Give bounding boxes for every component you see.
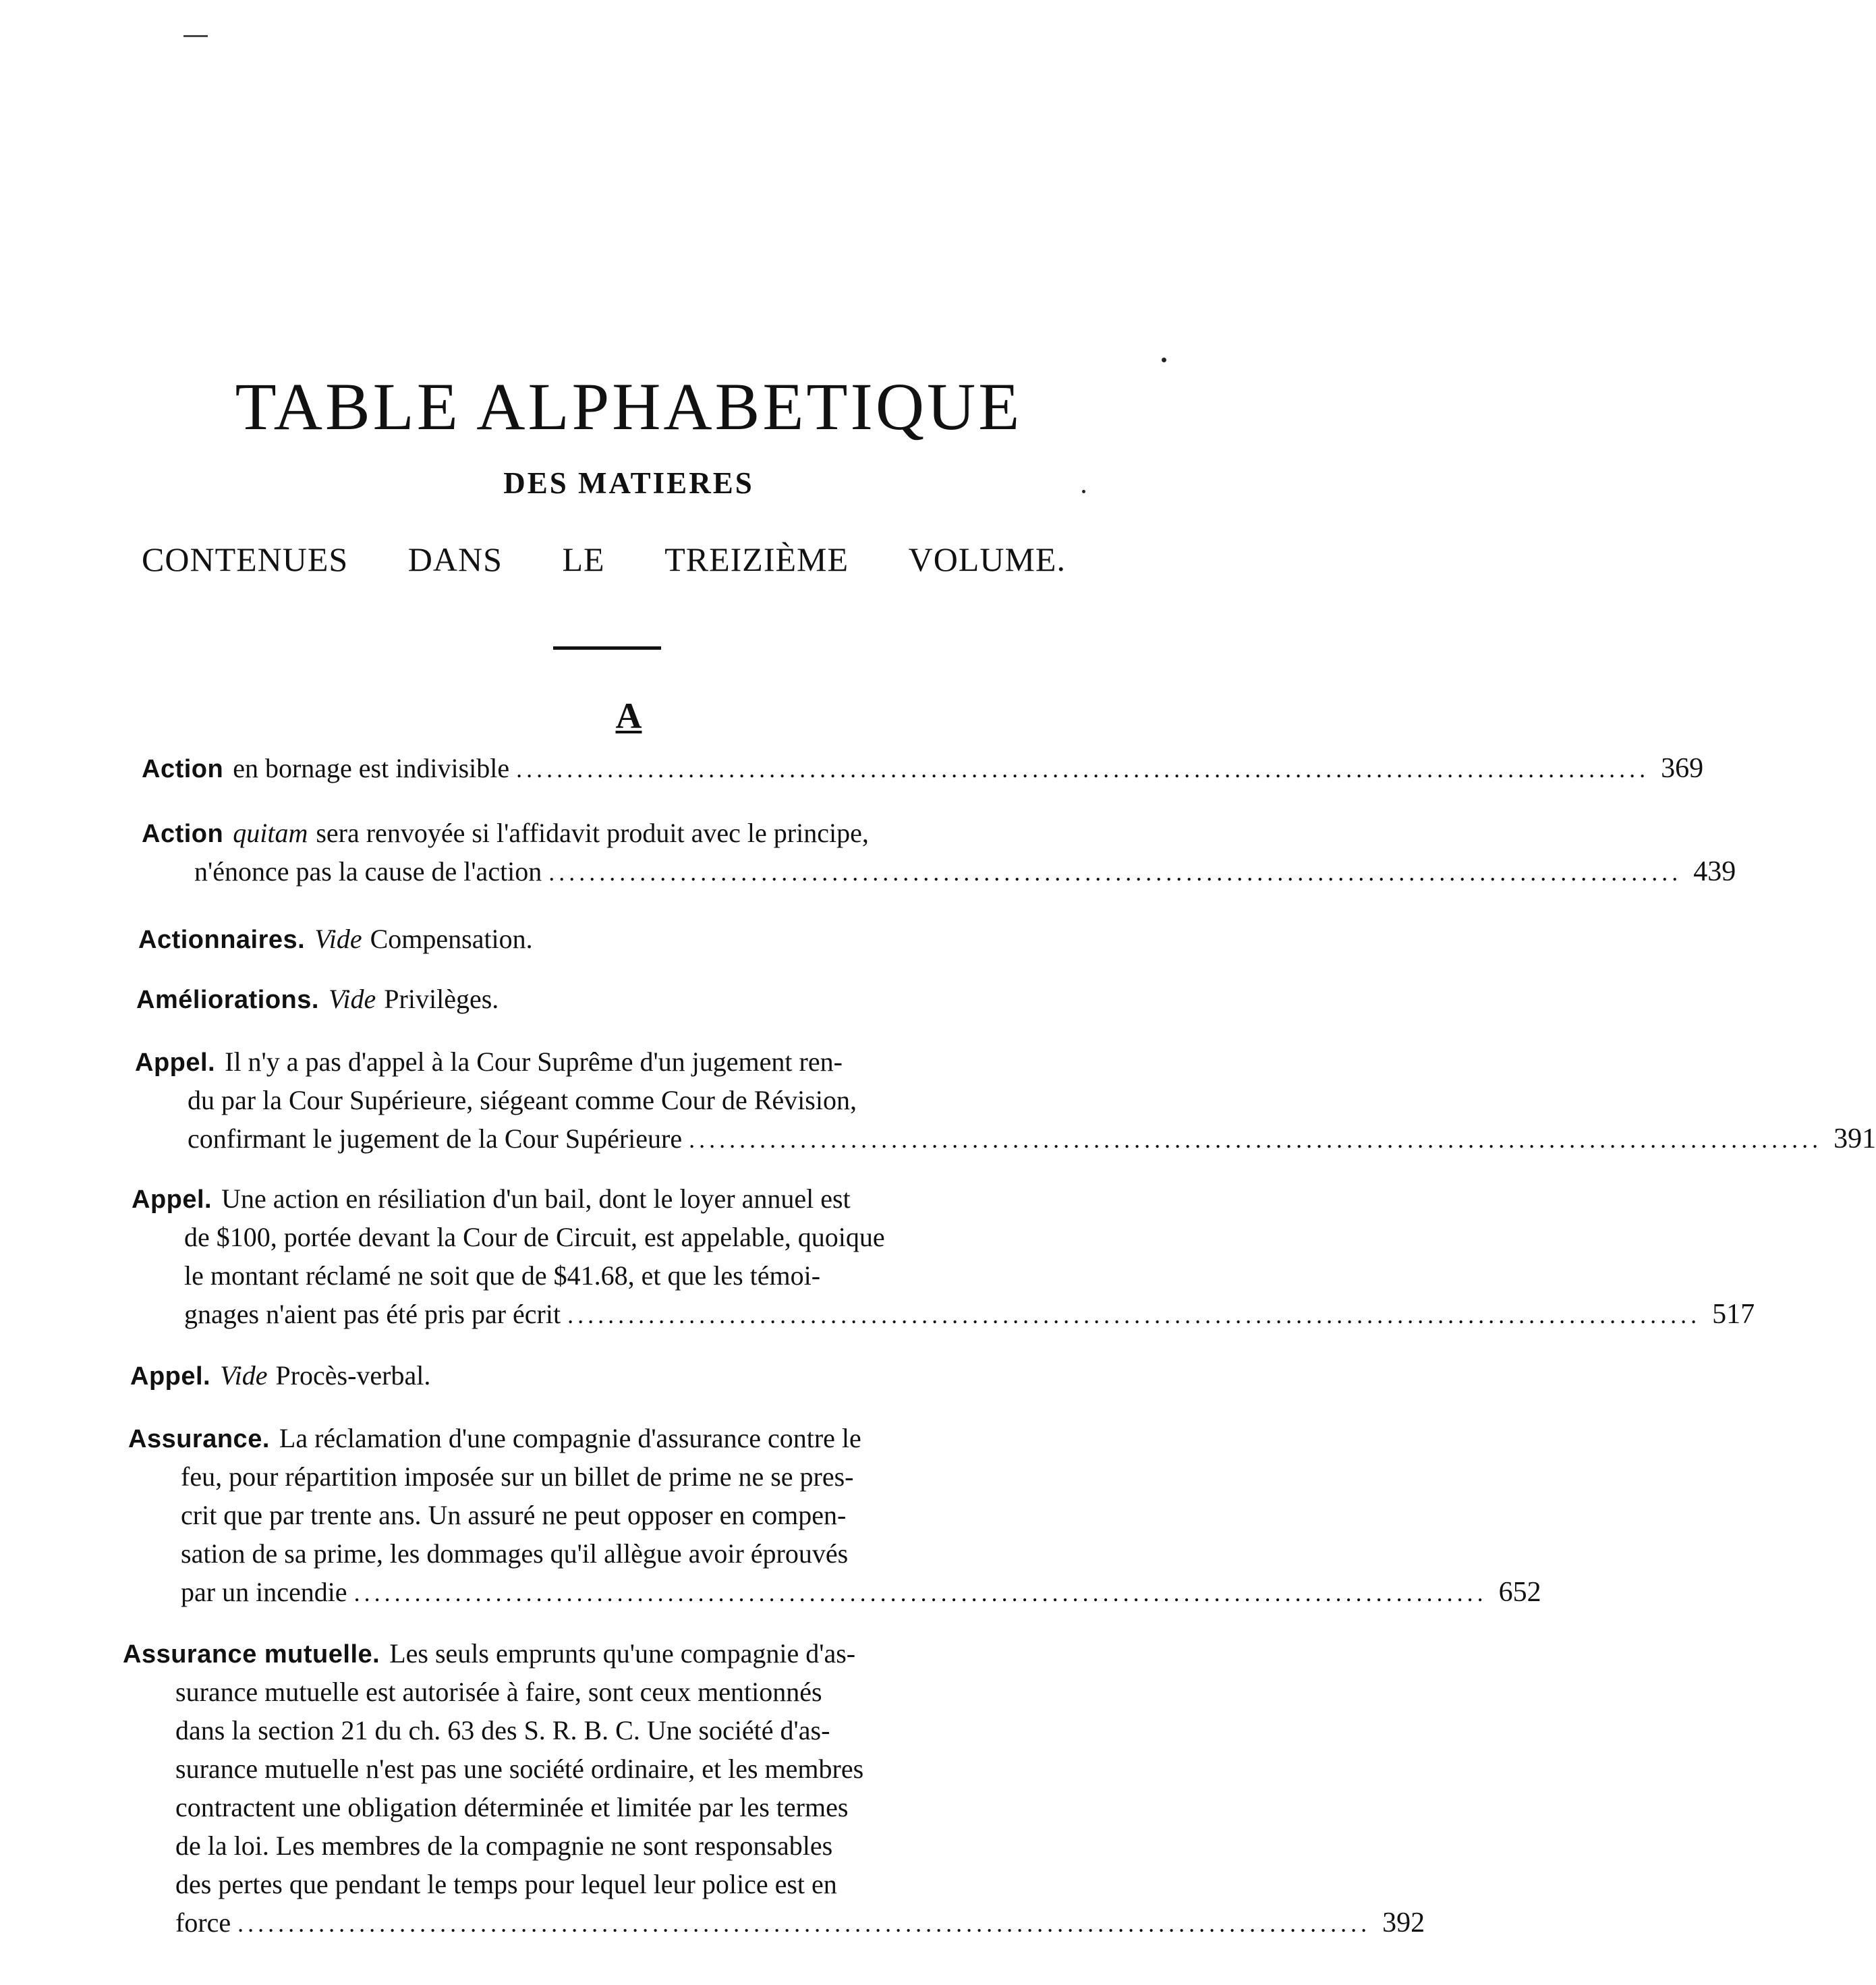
entry-text: par un incendie [181, 1577, 347, 1607]
dot-leader: ................................................................................................................ [548, 859, 1682, 886]
index-entry [132, 1179, 1755, 1333]
entry-line [132, 1179, 1076, 1218]
entry-line [132, 1218, 1076, 1256]
entry-text: La réclamation d'une compagnie d'assurance contre le [279, 1423, 861, 1453]
entry-text: gnages n'aient pas été pris par écrit [184, 1299, 561, 1329]
entry-text: Il n'y a pas d'appel à la Cour Suprême d'un jugement ren- [225, 1046, 843, 1077]
entry-page-number: 517 [1712, 1299, 1755, 1330]
entry-page-number: 392 [1382, 1907, 1425, 1938]
entry-line [123, 1788, 1064, 1826]
entry-text: de $100, portée devant la Cour de Circuit, est appelable, quoique [184, 1222, 885, 1252]
entry-page-number: 439 [1693, 856, 1736, 887]
entry-line [123, 1634, 1064, 1673]
index-entry [130, 1356, 1062, 1395]
entry-italic: Vide [220, 1360, 268, 1391]
subtitle-word: TREIZIÈME [664, 540, 849, 578]
entry-text: sera renvoyée si l'affidavit produit avec le principe, [316, 818, 869, 848]
subtitle-word: VOLUME. [908, 540, 1066, 578]
entry-line [135, 1119, 1876, 1158]
entry-text: des pertes que pendant le temps pour lequel leur police est en [175, 1869, 837, 1899]
entry-text: du par la Cour Supérieure, siégeant comme Cour de Révision, [188, 1085, 857, 1115]
entry-text: Les seuls emprunts qu'une compagnie d'as- [389, 1638, 856, 1669]
section-letter: A [615, 696, 642, 736]
entry-page-number: 652 [1498, 1577, 1541, 1608]
dot-leader: ................................................................................................................ [689, 1126, 1823, 1153]
entry-line [142, 852, 1736, 891]
subtitle-word: DANS [407, 540, 503, 578]
entry-line [136, 980, 1069, 1018]
entry-keyword: Action [142, 755, 224, 783]
entry-keyword: Appel. [132, 1185, 212, 1214]
entry-line [123, 1711, 1064, 1750]
entry-text: surance mutuelle est autorisée à faire, sont ceux mentionnés [175, 1677, 822, 1707]
entry-line [130, 1356, 1062, 1395]
entry-text: surance mutuelle n'est pas une société ordinaire, et les membres [175, 1754, 864, 1784]
entry-line [128, 1419, 1076, 1457]
entry-line [123, 1750, 1064, 1788]
entry-keyword: Action [142, 820, 224, 848]
top-margin-mark [183, 35, 208, 37]
entry-keyword: Améliorations. [136, 986, 319, 1014]
subtitle-word: CONTENUES [142, 540, 349, 578]
entry-text: dans la section 21 du ch. 63 des S. R. B. C. Une société d'as- [175, 1715, 830, 1745]
index-entry [138, 920, 1071, 958]
entry-line [123, 1865, 1064, 1903]
index-entry [142, 814, 1736, 891]
entry-text: de la loi. Les membres de la compagnie ne sont responsables [175, 1830, 833, 1861]
entry-text: sation de sa prime, les dommages qu'il allègue avoir éprouvés [181, 1538, 849, 1569]
entry-line [128, 1496, 1076, 1534]
entry-line [132, 1295, 1755, 1333]
dot-leader: ................................................................................................................ [353, 1579, 1487, 1606]
entry-text: n'énonce pas la cause de l'action [194, 856, 542, 887]
entry-italic: Vide [328, 984, 376, 1014]
dot-leader: ................................................................................................................ [567, 1302, 1701, 1329]
divider-rule [553, 646, 661, 650]
entry-keyword: Appel. [130, 1362, 211, 1391]
index-entry [142, 749, 1704, 787]
page-subtitle-volume [142, 540, 1066, 579]
page-title: TABLE ALPHABETIQUE [235, 369, 1023, 444]
margin-speck [1162, 358, 1166, 362]
entry-page-number: 369 [1661, 753, 1704, 784]
index-entry [136, 980, 1069, 1018]
entry-line [123, 1903, 1425, 1942]
entry-text: contractent une obligation déterminée et limitée par les termes [175, 1792, 849, 1822]
entry-line [128, 1573, 1541, 1611]
entry-text: en bornage est indivisible [233, 753, 510, 783]
page-subtitle: DES MATIERES [503, 466, 754, 500]
index-entry [123, 1634, 1425, 1942]
entry-text: crit que par trente ans. Un assuré ne peut opposer en compen- [181, 1500, 847, 1530]
entry-text: Procès-verbal. [275, 1360, 431, 1391]
entry-text: feu, pour répartition imposée sur un billet de prime ne se pres- [181, 1461, 854, 1492]
entry-keyword: Assurance mutuelle. [123, 1640, 380, 1669]
entry-text: force [175, 1907, 231, 1938]
entry-italic: quitam [233, 818, 308, 848]
entry-line [132, 1256, 1076, 1295]
entry-line [142, 814, 1074, 852]
entry-page-number: 391 [1834, 1123, 1876, 1154]
entry-line [128, 1457, 1076, 1496]
entry-text: confirmant le jugement de la Cour Supérieure [188, 1123, 683, 1154]
dot-leader: ................................................................................................................ [516, 756, 1650, 783]
entry-text: Privilèges. [384, 984, 499, 1014]
index-entry [128, 1419, 1541, 1611]
entry-text: le montant réclamé ne soit que de $41.68, et que les témoi- [184, 1260, 821, 1291]
entry-line [142, 749, 1704, 787]
entry-line [123, 1673, 1064, 1711]
entry-line [135, 1081, 1073, 1119]
dot-leader: ................................................................................................................ [237, 1910, 1371, 1937]
entry-line [135, 1042, 1073, 1081]
entry-line [123, 1826, 1064, 1865]
entry-italic: Vide [314, 924, 362, 954]
entry-keyword: Actionnaires. [138, 926, 306, 954]
index-entry [135, 1042, 1876, 1158]
entry-line [138, 920, 1071, 958]
entry-text: Compensation. [370, 924, 533, 954]
entry-keyword: Appel. [135, 1049, 216, 1077]
entry-keyword: Assurance. [128, 1425, 270, 1453]
subtitle-word: LE [562, 540, 605, 578]
entry-line [128, 1534, 1076, 1573]
entry-text: Une action en résiliation d'un bail, dont le loyer annuel est [221, 1183, 851, 1214]
